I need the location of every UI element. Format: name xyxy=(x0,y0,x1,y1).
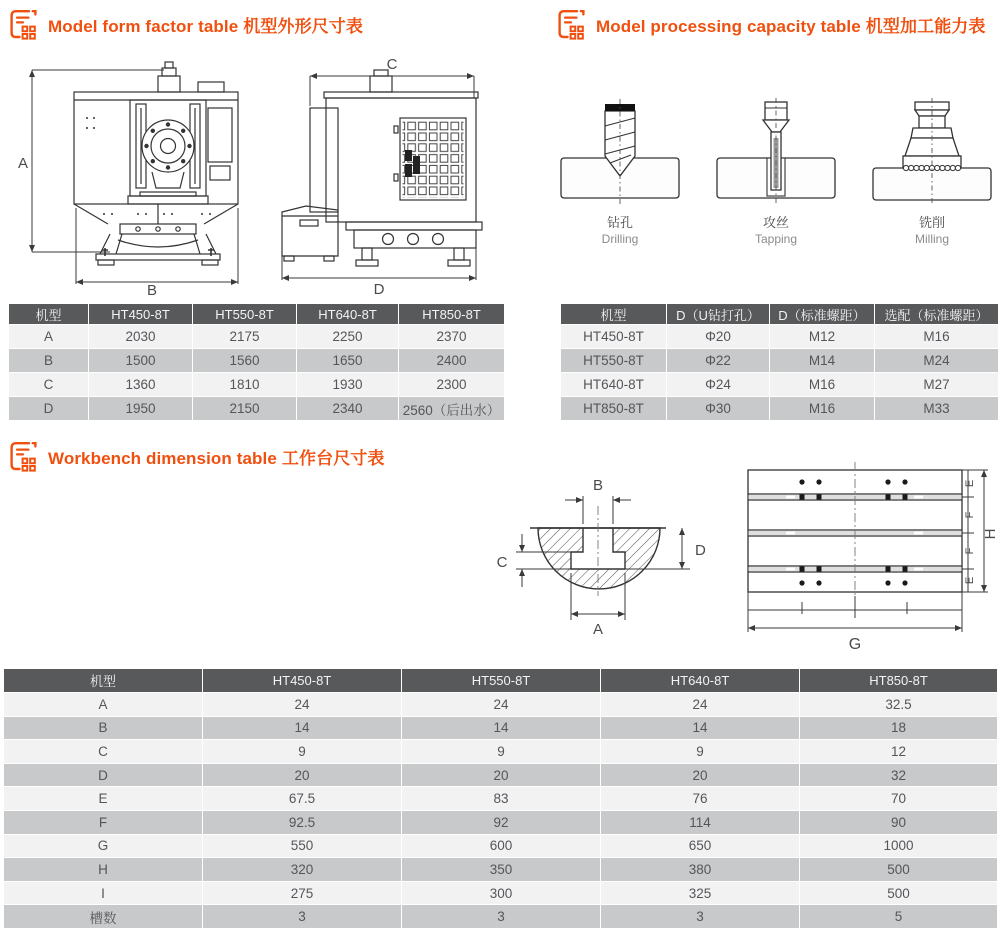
row-label: B xyxy=(9,349,89,373)
column-header: HT450-8T xyxy=(89,304,193,325)
table-cell: Φ22 xyxy=(667,349,770,373)
table-cell: 2370 xyxy=(399,325,505,349)
column-header: HT850-8T xyxy=(399,304,505,325)
table-cell: 1950 xyxy=(89,397,193,421)
table-cell: Φ24 xyxy=(667,373,770,397)
table-cell: 14 xyxy=(203,716,402,740)
table-cell: 90 xyxy=(800,810,998,834)
machine-side-outline xyxy=(282,70,482,266)
table-cell: 1500 xyxy=(89,349,193,373)
table-row xyxy=(9,397,505,421)
table-cell: 320 xyxy=(203,858,402,882)
row-label: HT640-8T xyxy=(561,373,667,397)
table-cell: 2150 xyxy=(193,397,297,421)
table-cell: 2175 xyxy=(193,325,297,349)
table-row xyxy=(561,373,999,397)
table-row xyxy=(4,787,998,811)
table-cell: 300 xyxy=(402,881,601,905)
table-row xyxy=(561,325,999,349)
section-title-zh: 工作台尺寸表 xyxy=(281,449,385,468)
table-row xyxy=(561,397,999,421)
table-cell: 14 xyxy=(402,716,601,740)
header-row xyxy=(4,669,998,693)
column-header: HT450-8T xyxy=(203,669,402,693)
table-cell: 9 xyxy=(402,740,601,764)
table-row xyxy=(4,881,998,905)
table-cell: 1360 xyxy=(89,373,193,397)
row-label: 槽数 xyxy=(4,905,203,929)
column-header: 机型 xyxy=(4,669,203,693)
table-cell: 2300 xyxy=(399,373,505,397)
header-row xyxy=(9,304,505,325)
table-cell: 550 xyxy=(203,834,402,858)
table-cell: Φ30 xyxy=(667,397,770,421)
table-icon xyxy=(8,8,39,41)
dim-label-E-top: E xyxy=(964,479,976,488)
table-cell: 650 xyxy=(601,834,800,858)
row-label: HT850-8T xyxy=(561,397,667,421)
table-row xyxy=(4,763,998,787)
row-label: F xyxy=(4,810,203,834)
dim-label-D: D xyxy=(695,542,706,559)
dim-label-C: C xyxy=(386,56,398,73)
table-cell: M33 xyxy=(875,397,999,421)
row-label: HT550-8T xyxy=(561,349,667,373)
section-title-zh: 机型外形尺寸表 xyxy=(243,17,363,36)
tslot-cross-section-drawing xyxy=(482,468,708,650)
row-label: C xyxy=(4,740,203,764)
table-cell: M27 xyxy=(875,373,999,397)
machine-side-view-drawing xyxy=(266,56,518,296)
dim-label-E-bottom: E xyxy=(964,576,976,585)
processing-capacity-table xyxy=(560,303,999,421)
section-header-form-factor xyxy=(8,8,363,41)
table-cell: 2030 xyxy=(89,325,193,349)
machine-front-outline xyxy=(74,62,238,265)
table-cell: 500 xyxy=(800,881,998,905)
row-label: A xyxy=(9,325,89,349)
table-cell: 18 xyxy=(800,716,998,740)
dim-label-F-upper: F xyxy=(964,511,976,519)
column-header: 选配（标准螺距） xyxy=(875,304,999,325)
table-cell: Φ20 xyxy=(667,325,770,349)
table-cell: 70 xyxy=(800,787,998,811)
column-header: HT640-8T xyxy=(601,669,800,693)
table-icon xyxy=(556,8,587,41)
table-cell: 5 xyxy=(800,905,998,929)
table-row xyxy=(561,349,999,373)
section-title xyxy=(596,12,986,37)
process-icons-row xyxy=(552,96,1000,246)
table-cell: 114 xyxy=(601,810,800,834)
table-cell: 14 xyxy=(601,716,800,740)
table-row xyxy=(4,905,998,929)
column-header: 机型 xyxy=(561,304,667,325)
section-title-en: Model processing capacity table xyxy=(596,17,861,36)
row-label: A xyxy=(4,693,203,717)
column-header: HT550-8T xyxy=(402,669,601,693)
table-cell: 12 xyxy=(800,740,998,764)
table-cell: 2400 xyxy=(399,349,505,373)
column-header: HT850-8T xyxy=(800,669,998,693)
table-cell: 92 xyxy=(402,810,601,834)
table-cell: 24 xyxy=(203,693,402,717)
machine-front-view-drawing xyxy=(12,56,260,296)
workbench-top-view-drawing xyxy=(722,456,1000,660)
table-cell: 67.5 xyxy=(203,787,402,811)
table-cell: M16 xyxy=(770,397,875,421)
milling-icon xyxy=(867,96,997,208)
table-cell: 2560（后出水） xyxy=(399,397,505,421)
table-row xyxy=(4,810,998,834)
table-icon xyxy=(8,440,39,473)
table-cell: M16 xyxy=(875,325,999,349)
table-row xyxy=(4,858,998,882)
dim-label-F-lower: F xyxy=(964,547,976,555)
column-header: HT550-8T xyxy=(193,304,297,325)
table-cell: 83 xyxy=(402,787,601,811)
column-header: D（标准螺距） xyxy=(770,304,875,325)
dim-label-A: A xyxy=(592,621,604,638)
table-cell: 1000 xyxy=(800,834,998,858)
dim-label-H: H xyxy=(982,528,999,540)
section-title xyxy=(48,444,385,469)
section-header-processing xyxy=(556,8,986,41)
dim-label-D: D xyxy=(373,281,385,296)
tapping-icon xyxy=(711,96,841,208)
table-row xyxy=(4,693,998,717)
column-header: D（U钻打孔） xyxy=(667,304,770,325)
row-label: H xyxy=(4,858,203,882)
row-label: D xyxy=(9,397,89,421)
row-label: HT450-8T xyxy=(561,325,667,349)
section-title xyxy=(48,12,363,37)
table-row xyxy=(4,716,998,740)
table-cell: M14 xyxy=(770,349,875,373)
table-cell: 3 xyxy=(601,905,800,929)
row-label: B xyxy=(4,716,203,740)
section-title-en: Workbench dimension table xyxy=(48,449,277,468)
section-title-en: Model form factor table xyxy=(48,17,239,36)
dim-label-B: B xyxy=(592,477,604,494)
section-title-zh: 机型加工能力表 xyxy=(865,17,986,36)
table-row xyxy=(9,325,505,349)
dim-label-B: B xyxy=(146,282,158,296)
table-cell: 24 xyxy=(402,693,601,717)
table-cell: 3 xyxy=(402,905,601,929)
table-cell: 325 xyxy=(601,881,800,905)
table-cell: 92.5 xyxy=(203,810,402,834)
table-cell: M12 xyxy=(770,325,875,349)
table-cell: 275 xyxy=(203,881,402,905)
table-row xyxy=(9,349,505,373)
table-cell: 20 xyxy=(601,763,800,787)
table-cell: M16 xyxy=(770,373,875,397)
process-label-en: Drilling xyxy=(601,232,639,246)
table-cell: 500 xyxy=(800,858,998,882)
table-cell: 2250 xyxy=(297,325,399,349)
row-label: E xyxy=(4,787,203,811)
row-label: C xyxy=(9,373,89,397)
row-label: I xyxy=(4,881,203,905)
process-label-en: Tapping xyxy=(754,232,798,246)
table-cell: 76 xyxy=(601,787,800,811)
table-cell: 9 xyxy=(203,740,402,764)
table-cell: 32.5 xyxy=(800,693,998,717)
process-label-en: Milling xyxy=(914,232,949,246)
table-row xyxy=(4,740,998,764)
table-cell: M24 xyxy=(875,349,999,373)
table-cell: 1560 xyxy=(193,349,297,373)
workbench-dimension-table xyxy=(3,668,998,929)
table-cell: 3 xyxy=(203,905,402,929)
dim-label-A: A xyxy=(18,155,29,172)
dim-label-C: C xyxy=(496,554,508,571)
process-tapping xyxy=(708,96,844,246)
row-label: G xyxy=(4,834,203,858)
drilling-icon xyxy=(555,96,685,208)
table-cell: 20 xyxy=(402,763,601,787)
table-cell: 350 xyxy=(402,858,601,882)
process-milling xyxy=(864,96,1000,246)
column-header: HT640-8T xyxy=(297,304,399,325)
process-label-zh: 铣削 xyxy=(918,215,945,230)
table-cell: 1650 xyxy=(297,349,399,373)
table-cell: 1810 xyxy=(193,373,297,397)
dim-label-G: G xyxy=(848,636,862,653)
section-header-workbench xyxy=(8,440,385,473)
header-row xyxy=(561,304,999,325)
process-label-zh: 攻丝 xyxy=(762,215,789,230)
table-cell: 9 xyxy=(601,740,800,764)
table-cell: 1930 xyxy=(297,373,399,397)
row-label: D xyxy=(4,763,203,787)
table-row xyxy=(9,373,505,397)
table-cell: 32 xyxy=(800,763,998,787)
table-cell: 600 xyxy=(402,834,601,858)
table-cell: 380 xyxy=(601,858,800,882)
process-drilling xyxy=(552,96,688,246)
process-label-zh: 钻孔 xyxy=(606,215,633,230)
table-row xyxy=(4,834,998,858)
table-cell: 20 xyxy=(203,763,402,787)
form-factor-table xyxy=(8,303,505,421)
table-cell: 24 xyxy=(601,693,800,717)
column-header: 机型 xyxy=(9,304,89,325)
table-cell: 2340 xyxy=(297,397,399,421)
